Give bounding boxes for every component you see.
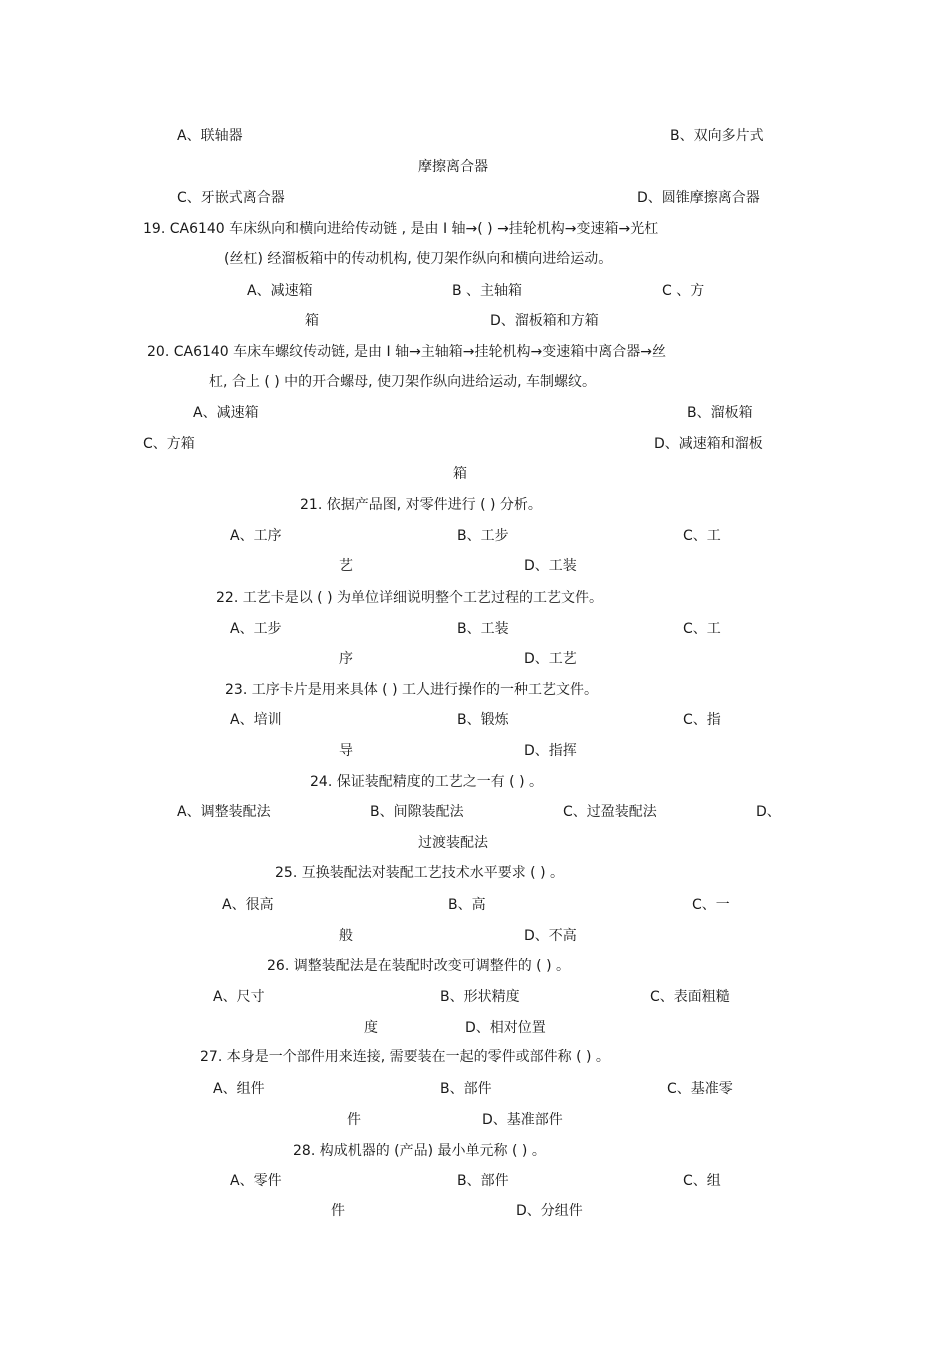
option-line: D、: [756, 804, 781, 820]
option-line: B、间隙装配法: [370, 804, 464, 820]
option-line: B、部件: [440, 1081, 492, 1097]
question-21: 21. 依据产品图, 对零件进行 ( ) 分析。: [300, 497, 542, 513]
option-line: C、方箱: [143, 436, 195, 452]
option-line: D、工装: [524, 558, 577, 574]
option-line: A、很高: [222, 897, 274, 913]
question-27: 27. 本身是一个部件用来连接, 需要装在一起的零件或部件称 ( ) 。: [200, 1049, 610, 1065]
question-23: 23. 工序卡片是用来具体 ( ) 工人进行操作的一种工艺文件。: [225, 682, 598, 698]
option-line: B、形状精度: [440, 989, 520, 1005]
option-line: C、工: [683, 528, 721, 544]
option-line: C、基准零: [667, 1081, 733, 1097]
option-line: 导: [339, 743, 353, 759]
option-line: D、不高: [524, 928, 577, 944]
question-26: 26. 调整装配法是在装配时改变可调整件的 ( ) 。: [267, 958, 570, 974]
option-line: B、锻炼: [457, 712, 509, 728]
option-line: 度: [364, 1020, 378, 1036]
question-20: 20. CA6140 车床车螺纹传动链, 是由 I 轴→主轴箱→挂轮机构→变速箱中离合器→丝: [147, 344, 666, 360]
question-22: 22. 工艺卡是以 ( ) 为单位详细说明整个工艺过程的工艺文件。: [216, 590, 603, 606]
option-line: A、培训: [230, 712, 282, 728]
option-line: A、零件: [230, 1173, 282, 1189]
option-line: A、减速箱: [247, 283, 313, 299]
question-25: 25. 互换装配法对装配工艺技术水平要求 ( ) 。: [275, 865, 564, 881]
option-line: 摩擦离合器: [418, 159, 488, 175]
question-19: 19. CA6140 车床纵向和横向进给传动链 , 是由 I 轴→( ) →挂轮机构→变速箱→光杠: [143, 221, 659, 237]
option-line: A、组件: [213, 1081, 265, 1097]
option-line: C 、方: [662, 283, 705, 299]
option-line: B、部件: [457, 1173, 509, 1189]
option-line: D、溜板箱和方箱: [490, 313, 599, 329]
option-line: A、联轴器: [177, 128, 243, 144]
option-line: 艺: [339, 558, 353, 574]
option-line: C、牙嵌式离合器: [177, 190, 285, 206]
option-line: 箱: [453, 466, 467, 482]
option-line: C、组: [683, 1173, 721, 1189]
option-line: D、分组件: [516, 1203, 583, 1219]
option-line: D、圆锥摩擦离合器: [637, 190, 760, 206]
option-line: C、表面粗糙: [650, 989, 730, 1005]
option-line: 箱: [305, 313, 319, 329]
option-line: 序: [339, 651, 353, 667]
option-line: D、指挥: [524, 743, 577, 759]
option-line: A、减速箱: [193, 405, 259, 421]
option-line: A、尺寸: [213, 989, 265, 1005]
question-19-cont: (丝杠) 经溜板箱中的传动机构, 使刀架作纵向和横向进给运动。: [224, 251, 613, 267]
option-line: 过渡装配法: [418, 835, 488, 851]
question-28: 28. 构成机器的 (产品) 最小单元称 ( ) 。: [293, 1143, 546, 1159]
option-line: B、工步: [457, 528, 509, 544]
option-line: B 、主轴箱: [452, 283, 523, 299]
option-line: A、调整装配法: [177, 804, 271, 820]
option-line: B、工装: [457, 621, 509, 637]
option-line: D、基准部件: [482, 1112, 563, 1128]
option-line: C、工: [683, 621, 721, 637]
option-line: C、过盈装配法: [563, 804, 657, 820]
option-line: D、减速箱和溜板: [654, 436, 763, 452]
question-20-cont: 杠, 合上 ( ) 中的开合螺母, 使刀架作纵向进给运动, 车制螺纹。: [209, 374, 596, 390]
option-line: B、高: [448, 897, 486, 913]
option-line: A、工步: [230, 621, 282, 637]
option-line: 般: [339, 928, 353, 944]
option-line: 件: [331, 1203, 345, 1219]
option-line: D、工艺: [524, 651, 577, 667]
option-line: C、一: [692, 897, 730, 913]
option-line: B、双向多片式: [670, 128, 764, 144]
question-24: 24. 保证装配精度的工艺之一有 ( ) 。: [310, 774, 543, 790]
option-line: B、溜板箱: [687, 405, 753, 421]
option-line: C、指: [683, 712, 721, 728]
option-line: A、工序: [230, 528, 282, 544]
option-line: D、相对位置: [465, 1020, 546, 1036]
option-line: 件: [347, 1112, 361, 1128]
